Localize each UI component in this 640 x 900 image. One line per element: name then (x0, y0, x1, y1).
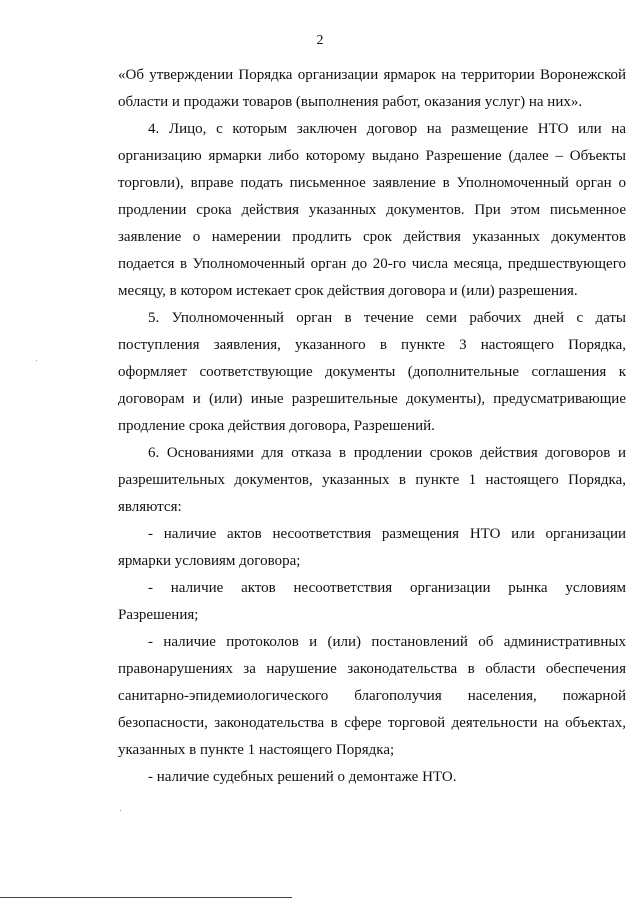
list-item-1-start: - наличие актов несоответствия размещения НТО или организации (148, 526, 626, 542)
text-line: договорам и (или) иные разрешительные документы), предусматривающие (118, 391, 626, 407)
text-line: продление срока действия договора, Разрешений. (118, 418, 435, 434)
text-line: ярмарки условиям договора; (118, 553, 301, 569)
text-line: указанных в пункте 1 настоящего Порядка; (118, 742, 395, 758)
text-line: торговли), вправе подать письменное заявление в Уполномоченный орган о (118, 175, 626, 191)
list-item-3-start: - наличие протоколов и (или) постановлений об административных (148, 634, 626, 650)
text-line: оформляет соответствующие документы (дополнительные соглашения к (118, 364, 626, 380)
text-line: являются: (118, 499, 182, 515)
text-line: Разрешения; (118, 607, 199, 623)
footer-rule (0, 897, 292, 898)
list-item-2-start: - наличие актов несоответствия организации рынка условиям (148, 580, 626, 596)
text-line: продлении срока действия указанных документов. При этом письменное (118, 202, 626, 218)
list-item-4: - наличие судебных решений о демонтаже НТО. (148, 769, 457, 785)
text-line: поступления заявления, указанного в пункте 3 настоящего Порядка, (118, 337, 626, 353)
text-line: разрешительных документов, указанных в пункте 1 настоящего Порядка, (118, 472, 626, 488)
paragraph-6-start: 6. Основаниями для отказа в продлении сроков действия договоров и (148, 445, 626, 461)
text-line: месяцу, в котором истекает срок действия договора и (или) разрешения. (118, 283, 578, 299)
paragraph-5-start: 5. Уполномоченный орган в течение семи рабочих дней с даты (148, 310, 626, 326)
text-line: области и продажи товаров (выполнения работ, оказания услуг) на них». (118, 94, 583, 110)
paragraph-4-start: 4. Лицо, с которым заключен договор на размещение НТО или на (148, 121, 626, 137)
scan-speck (120, 810, 121, 811)
scan-speck (36, 360, 37, 361)
text-line: организацию ярмарки либо которому выдано Разрешение (далее – Объекты (118, 148, 626, 164)
text-line: правонарушениях за нарушение законодательства в области обеспечения (118, 661, 626, 677)
text-line: санитарно-эпидемиологического благополучия населения, пожарной (118, 688, 626, 704)
text-line: подается в Уполномоченный орган до 20-го числа месяца, предшествующего (118, 256, 626, 272)
text-line: безопасности, законодательства в сфере торговой деятельности на объектах, (118, 715, 626, 731)
text-line: заявление о намерении продлить срок действия указанных документов (118, 229, 626, 245)
text-line: «Об утверждении Порядка организации ярмарок на территории Воронежской (118, 67, 626, 83)
page-number: 2 (316, 33, 324, 48)
